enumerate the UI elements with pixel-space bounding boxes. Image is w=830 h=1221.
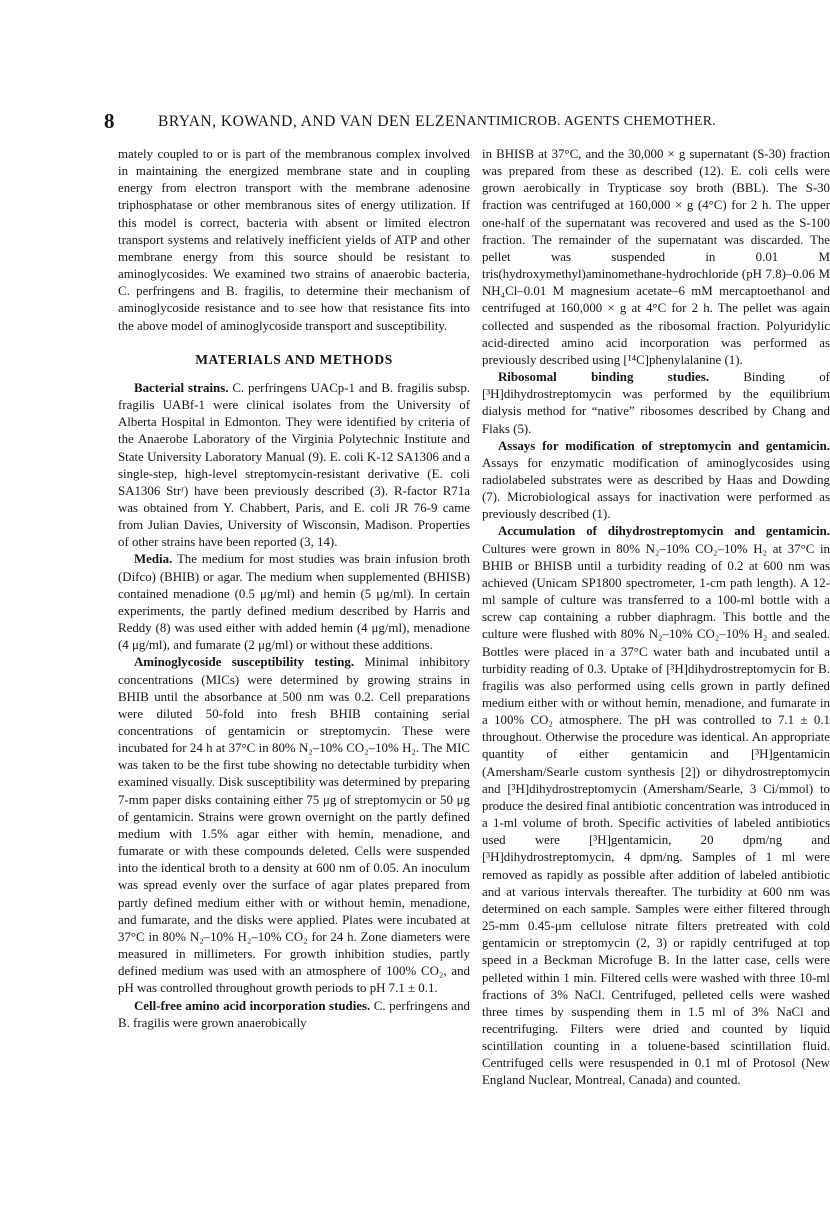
journal-name: ANTIMICROB. AGENTS CHEMOTHER. (466, 113, 716, 128)
susceptibility-paragraph (118, 654, 470, 997)
cellfree-text: C. perfringens and B. fragilis were grown anaerobically (118, 998, 470, 1030)
cellfree-heading: Cell-free amino acid incorporation studies. (134, 998, 371, 1013)
accumulation-heading: Accumulation of dihydrostreptomycin and gentamicin. (498, 524, 830, 539)
cellfree-paragraph (118, 998, 470, 1032)
ribosomal-binding-text: Binding of [³H]dihydrostreptomycin was performed by the equilibrium dialysis method for “native” ribosomes described by Chang and Flaks (5). (482, 370, 830, 436)
modification-assays-paragraph (482, 438, 830, 524)
accumulation-paragraph (482, 523, 830, 1089)
bacterial-strains-text: C. perfringens UACp-1 and B. fragilis subsp. fragilis UABf-1 were clinical isolates from the University of Alberta Hospital in Edmonton. They were identified by criteria of the Anaerobe Laboratory of the Virginia Polytechnic Institute and State University Laboratory Manual (9). E. coli K-12 SA1306 and a single-step, high-level streptomycin-resistant derivative (E. coli SA1306 Strʳ) have been previously described (3). R-factor R71a was obtained from Y. Chabbert, Paris, and E. coli JR 76-9 came from Julian Davies, University of Wisconsin, Madison. Properties of other strains have been reported (3, 14). (118, 380, 470, 550)
susceptibility-heading: Aminoglycoside susceptibility testing. (134, 655, 355, 670)
intro-paragraph: mately coupled to or is part of the membranous complex involved in maintaining the energized membrane state and in coupling energy from electron transport with the membrane adenosine triphosphatase or other membranous sites of energy utilization. If this model is correct, bacteria with absent or limited electron transport systems and relatively inefficient yields of ATP and other membrane energy from this source should be resistant to aminoglycosides. We examined two strains of anaerobic bacteria, C. perfringens and B. fragilis, to determine their mechanism of aminoglycoside resistance and to see how that resistance fits into the above model of aminoglycoside transport and susceptibility. (118, 147, 470, 333)
right-column (482, 146, 830, 1090)
cellfree-continued-paragraph: in BHISB at 37°C, and the 30,000 × g supernatant (S-30) fraction was prepared from these as described (12). E. coli cells were grown aerobically in Trypticase soy broth (BBL). The S-30 fraction was centrifuged at 160,000 × g (4°C) for 2 h. The upper one-half of the supernatant was recovered and used as the S-100 fraction. The remainder of the supernatant was discarded. The pellet was suspended in 0.01 M tris(hydroxymethyl)aminomethane-hydrochloride (pH 7.8)–0.06 M NH₄Cl–0.01 M magnesium acetate–6 mM mercaptoethanol and centrifuged at 160,000 × g at 4°C for 2 h. The pellet was again collected and suspended as the ribosomal fraction. Polyuridylic acid-directed amino acid incorporation was performed as previously described using [¹⁴C]phenylalanine (1). (482, 147, 830, 367)
susceptibility-text: Minimal inhibitory concentrations (MICs) were determined by growing strains in BHIB until the absorbance at 500 nm was 0.2. Cell preparations were diluted 50-fold into fresh BHIB containing serial concentrations of gentamicin or streptomycin. These were incubated for 24 h at 37°C in 80% N₂–10% CO₂–10% H₂. The MIC was taken to be the first tube showing no detectable turbidity when examined visually. Disk susceptibility was determined by preparing 7-mm paper disks containing either 75 μg of streptomycin or 50 μg of gentamicin. Strains were grown overnight on the partly defined medium with 1.5% agar either with hemin, menadione, and fumarate or with these compounds deleted. Cells were suspended into the identical broth to a density at 600 nm of 0.05. An inoculum was spread evenly over the surface of agar plates prepared from partly defined medium either with or without hemin, menadione, and fumarate, and the disks were applied. Plates were incubated at 37°C in 80% N₂–10% H₂–10% CO₂ for 24 h. Zone diameters were measured in millimeters. For growth inhibition studies, partly defined medium was used with an atmosphere of 100% CO₂, and pH was controlled throughout growth periods to pH 7.1 ± 0.1. (118, 655, 470, 996)
media-text: The medium for most studies was brain infusion broth (Difco) (BHIB) or agar. The medium when supplemented (BHISB) contained menadione (0.5 μg/ml) and hemin (5 μg/ml). In certain experiments, the partly defined medium described by Harris and Reddy (8) was used either with added hemin (4 μg/ml), menadione (4 μg/ml), and fumarate (2 μg/ml) or without these additions. (118, 552, 470, 653)
section-heading: MATERIALS AND METHODS (195, 351, 393, 367)
modification-assays-text: Assays for enzymatic modification of aminoglycosides using radiolabeled substrates were as described by Haas and Dowding (7). Microbiological assays for inactivation were performed as previously described (1). (482, 455, 830, 522)
left-column (118, 146, 470, 1032)
accumulation-text: Cultures were grown in 80% N₂–10% CO₂–10% H₂ at 37°C in BHIB or BHISB until a turbidity reading of 0.2 at 600 nm was achieved (Unicam SP1800 spectrometer, 1-cm path length). A 12-ml sample of culture was transferred to a 100-ml bottle with a screw cap containing a rubber diaphragm. This bottle and the culture were flushed with 80% N₂–10% CO₂–10% H₂ and sealed. Bottles were placed in a 37°C water bath and incubated until a turbidity reading of 0.3. Uptake of [³H]dihydrostreptomycin for B. fragilis was also performed using cells grown in partly defined medium either with or without hemin, menadione, and fumarate in a 100% CO₂ atmosphere. The pH was controlled to 7.1 ± 0.1 throughout. Otherwise the procedure was identical. An appropriate quantity of either gentamicin and [³H]gentamicin (Amersham/Searle custom synthesis [2]) or dihydrostreptomycin and [³H]dihydrostreptomycin (Amersham/Searle, 3 Ci/mmol) to produce the desired final antibiotic concentration was introduced in a 1-ml volume of broth. Specific activities of labeled antibiotics used were [³H]gentamicin, 20 dpm/ng and [³H]dihydrostreptomycin, 4 dpm/ng. Samples of 1 ml were removed as rapidly as possible after addition of labeled antibiotic and at various intervals thereafter. The turbidity at 600 nm was determined on each sample. Samples were either filtered through 25-mm 0.45-μm cellulose nitrate filters pretreated with cold gentamicin or streptomycin (2, 3) or rapidly centrifuged at top speed in a Beckman Microfuge B. In the latter case, cells were pelleted within 1 min. Filtered cells were washed with three 10-ml fractions of 3% NaCl. Centrifuged, pelleted cells were washed three times by suspending them in 1.5 ml of 3% NaCl and recentrifuging. Filters were dried and counted by liquid scintillation counting in a toluene-based scintillation fluid. Centrifuged cells were resuspended in 0.1 ml of Protosol (New England Nuclear, Montreal, Canada) and counted. (482, 541, 830, 1088)
page-number: 8 (104, 109, 115, 133)
running-authors: BRYAN, KOWAND, AND VAN DEN ELZEN (158, 113, 467, 130)
ribosomal-binding-paragraph (482, 369, 830, 438)
bacterial-strains-paragraph (118, 380, 470, 552)
modification-assays-heading: Assays for modification of streptomycin and gentamicin. (498, 438, 830, 453)
running-header (104, 110, 716, 136)
bacterial-strains-heading: Bacterial strains. (134, 380, 229, 395)
media-heading: Media. (134, 552, 173, 567)
ribosomal-binding-heading: Ribosomal binding studies. (498, 370, 709, 385)
media-paragraph (118, 551, 470, 654)
